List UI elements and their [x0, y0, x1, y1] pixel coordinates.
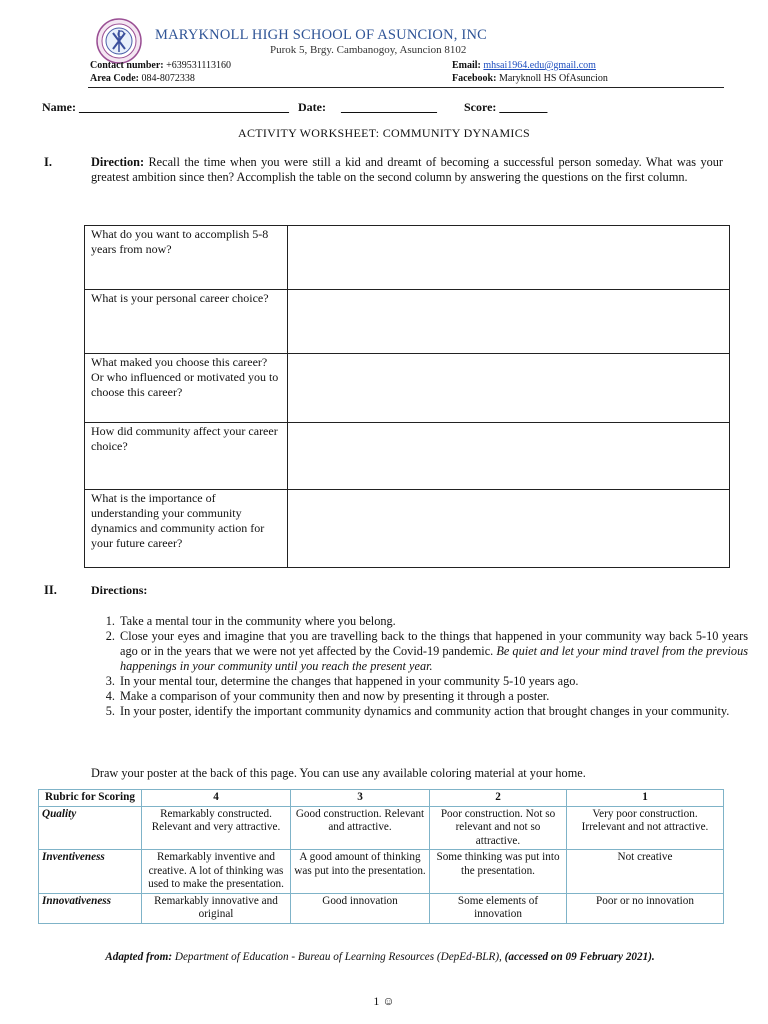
page-number — [0, 994, 768, 1009]
part2-directions-label: Directions: — [91, 583, 148, 597]
rubric-table — [38, 789, 724, 924]
answer-cell[interactable] — [288, 290, 730, 354]
answer-cell[interactable] — [288, 354, 730, 423]
career-question-table — [84, 225, 730, 568]
area-label: Area Code: — [90, 73, 139, 84]
rubric-cell: Some elements of innovation — [430, 893, 567, 923]
area-code — [90, 73, 195, 84]
part1-numeral: I. — [44, 155, 52, 169]
list-item: 4. Make a comparison of your community then and now by presenting it through a poster. — [118, 689, 748, 704]
adapted-source: Department of Education - Bureau of Learning Resources (DepEd-BLR), — [174, 951, 502, 963]
rubric-header: 2 — [430, 790, 567, 807]
adapted-from-note — [40, 950, 720, 965]
table-row — [85, 290, 730, 354]
facebook-label: Facebook: — [452, 73, 497, 84]
area-value: 084-8072338 — [141, 73, 195, 84]
school-name: MARYKNOLL HIGH SCHOOL OF ASUNCION, INC — [155, 27, 487, 43]
part1-direction — [91, 155, 723, 185]
rubric-cell: Good construction. Relevant and attractive. — [291, 806, 430, 850]
email-label: Email: — [452, 60, 481, 71]
question-cell: What is the importance of understanding your community dynamics and community action for your future career? — [85, 490, 288, 568]
part2-numeral: II. — [44, 583, 57, 597]
worksheet-title: ACTIVITY WORKSHEET: COMMUNITY DYNAMICS — [237, 126, 531, 140]
rubric-cell: Remarkably constructed. Relevant and very attractive. — [142, 806, 291, 850]
table-row — [85, 423, 730, 490]
list-item: 5. In your poster, identify the important community dynamics and community action that brought changes in your community. — [118, 704, 748, 719]
header-divider — [88, 87, 724, 88]
page-number-value: 1 — [373, 994, 380, 1008]
rubric-criterion: Quality — [39, 806, 142, 850]
facebook — [452, 73, 608, 84]
draw-instruction: Draw your poster at the back of this page. You can use any available coloring material at your home. — [91, 766, 586, 780]
table-row — [85, 490, 730, 568]
rubric-header-row — [39, 790, 724, 807]
school-address: Purok 5, Brgy. Cambanogoy, Asuncion 8102 — [270, 44, 467, 56]
score-field[interactable]: ________ — [499, 100, 548, 114]
date-label: Date: — [297, 100, 326, 114]
name-label: Name: — [42, 100, 76, 114]
name-field[interactable]: ___________________________________ — [78, 100, 289, 114]
direction-text: Recall the time when you were still a kid and dreamt of becoming a successful person someday. What was your greatest ambition since then? Accomplish the table on the second column by answering the questions on the first column. — [91, 155, 723, 184]
rubric-cell: Remarkably inventive and creative. A lot of thinking was used to make the presentation. — [142, 850, 291, 894]
rubric-cell: Not creative — [567, 850, 724, 894]
answer-cell[interactable] — [288, 226, 730, 290]
step-italic-text: Be quiet and let your mind travel from the previous happenings in your community until you reach the present year. — [120, 644, 748, 673]
rubric-header: 4 — [142, 790, 291, 807]
question-cell: What do you want to accomplish 5-8 years from now? — [85, 226, 288, 290]
question-cell: How did community affect your career choice? — [85, 423, 288, 490]
adapted-label: Adapted from: — [105, 951, 173, 963]
table-row — [85, 226, 730, 290]
score-label: Score: — [463, 100, 497, 114]
rubric-criterion: Innovativeness — [39, 893, 142, 923]
rubric-header: 1 — [567, 790, 724, 807]
contact-value: +639531113160 — [166, 60, 232, 71]
table-row — [85, 354, 730, 423]
email — [452, 60, 596, 71]
rubric-header: 3 — [291, 790, 430, 807]
contact-label: Contact number: — [90, 60, 164, 71]
smiley-icon: ☺ — [382, 994, 395, 1008]
table-row — [39, 893, 724, 923]
question-cell: What maked you choose this career? Or who influenced or motivated you to choose this career? — [85, 354, 288, 423]
facebook-value: Maryknoll HS OfAsuncion — [498, 73, 608, 84]
list-item: 1. Take a mental tour in the community where you belong. — [118, 614, 748, 629]
contact-number — [90, 60, 231, 71]
step-text: Close your eyes and imagine that you are travelling back to the things that happened in your community way back 5-10 years ago or in the years that we were not yet affected by the Covid-19 pandemic. — [120, 629, 748, 658]
directions-list — [93, 614, 748, 719]
rubric-criterion: Inventiveness — [39, 850, 142, 894]
answer-cell[interactable] — [288, 490, 730, 568]
list-item: 3. In your mental tour, determine the changes that happened in your community 5-10 years ago. — [118, 674, 748, 689]
rubric-cell: Poor or no innovation — [567, 893, 724, 923]
answer-cell[interactable] — [288, 423, 730, 490]
email-link[interactable]: mhsai1964.edu@gmail.com — [483, 60, 596, 71]
table-row — [39, 806, 724, 850]
rubric-cell: Some thinking was put into the presentation. — [430, 850, 567, 894]
rubric-cell: A good amount of thinking was put into the presentation. — [291, 850, 430, 894]
rubric-header: Rubric for Scoring — [39, 790, 142, 807]
direction-label: Direction: — [91, 155, 145, 169]
rubric-cell: Remarkably innovative and original — [142, 893, 291, 923]
rubric-cell: Very poor construction. Irrelevant and not attractive. — [567, 806, 724, 850]
question-cell: What is your personal career choice? — [85, 290, 288, 354]
school-seal-icon — [96, 18, 142, 64]
name-row — [42, 100, 547, 115]
rubric-cell: Poor construction. Not so relevant and not so attractive. — [430, 806, 567, 850]
rubric-cell: Good innovation — [291, 893, 430, 923]
date-field[interactable]: ________________ — [340, 100, 437, 114]
accessed-date: (accessed on 09 February 2021). — [504, 951, 655, 963]
list-item — [118, 629, 748, 674]
table-row — [39, 850, 724, 894]
